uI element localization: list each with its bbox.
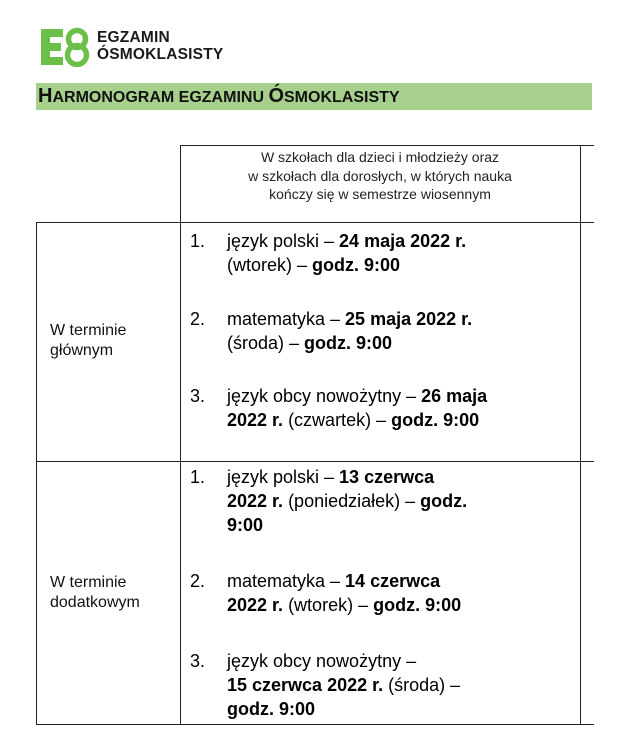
table-column-divider [180,145,181,725]
item-weekday: (środa) – [227,333,305,353]
item-time: godz. 9:00 [391,410,480,430]
item-date-part-1: 26 maja [421,386,488,406]
logo-text [97,29,223,63]
item-text [227,229,567,277]
table-bottom-border [36,724,594,725]
title-initial-1: H [38,85,53,107]
item-number: 3. [190,386,206,406]
item-number: 1. [190,467,206,487]
header-line-2: w szkołach dla dorosłych, w których nauka [248,167,512,184]
item-date: 15 czerwca 2022 r. [227,675,384,695]
item-text [227,569,567,617]
item-text [227,384,567,432]
item-subject: język obcy nowożytny – [227,651,417,671]
row-label-additional-term [50,573,140,613]
e8-logo-icon [39,27,97,67]
row-label-line-2: dodatkowym [50,594,140,611]
item-date-part-2: 2022 r. [227,410,284,430]
item-time: godz. 9:00 [227,699,316,719]
item-date-part-2: 2022 r. [227,595,284,615]
item-weekday: (wtorek) – [227,255,313,275]
item-date-part-1: 14 czerwca [345,571,441,591]
item-time-part-2: 9:00 [227,515,264,535]
page-title [38,85,400,108]
row-label-main-term [50,321,126,361]
item-date: 24 maja 2022 r. [339,231,467,251]
row-label-line-1: W terminie [50,574,127,591]
table-top-border [180,145,594,146]
item-number: 1. [190,231,206,251]
item-time: godz. 9:00 [373,595,462,615]
item-subject: matematyka – [227,571,346,591]
item-subject: język obcy nowożytny – [227,386,422,406]
item-date-part-2: 2022 r. [227,491,284,511]
item-time-part-1: godz. [420,491,468,511]
title-initial-2: Ó [268,85,284,107]
item-subject: język polski – [227,467,340,487]
item-weekday: (poniedziałek) – [283,491,421,511]
table-row-divider [36,461,594,462]
header-line-3: kończy się w semestrze wiosennym [269,186,491,202]
exam-logo [39,25,279,69]
item-date: 25 maja 2022 r. [345,309,473,329]
item-weekday: (środa) – [383,675,461,695]
row-label-line-1: W terminie [50,322,127,339]
logo-line-2: ÓSMOKLASISTY [97,46,224,63]
item-text [227,465,567,537]
table-left-border [36,222,37,725]
row-label-line-2: głównym [50,342,114,359]
table-header-bottom-border [36,222,594,223]
item-weekday: (wtorek) – [283,595,374,615]
item-number: 3. [190,651,206,671]
item-number: 2. [190,571,206,591]
table-column-header [182,148,578,204]
item-subject: język polski – [227,231,340,251]
item-number: 2. [190,309,206,329]
title-part-1: ARMONOGRAM EGZAMINU [52,89,269,106]
item-text [227,649,567,721]
header-line-1: W szkołach dla dzieci i młodzieży oraz [260,149,500,165]
logo-line-1: EGZAMIN [97,29,170,46]
item-weekday: (czwartek) – [283,410,392,430]
title-part-2: SMOKLASISTY [284,89,400,106]
item-date-part-1: 13 czerwca [339,467,435,487]
item-subject: matematyka – [227,309,346,329]
item-time: godz. 9:00 [312,255,401,275]
item-time: godz. 9:00 [304,333,393,353]
table-right-border [580,145,581,725]
schedule-banner [36,83,592,110]
item-text [227,307,567,355]
